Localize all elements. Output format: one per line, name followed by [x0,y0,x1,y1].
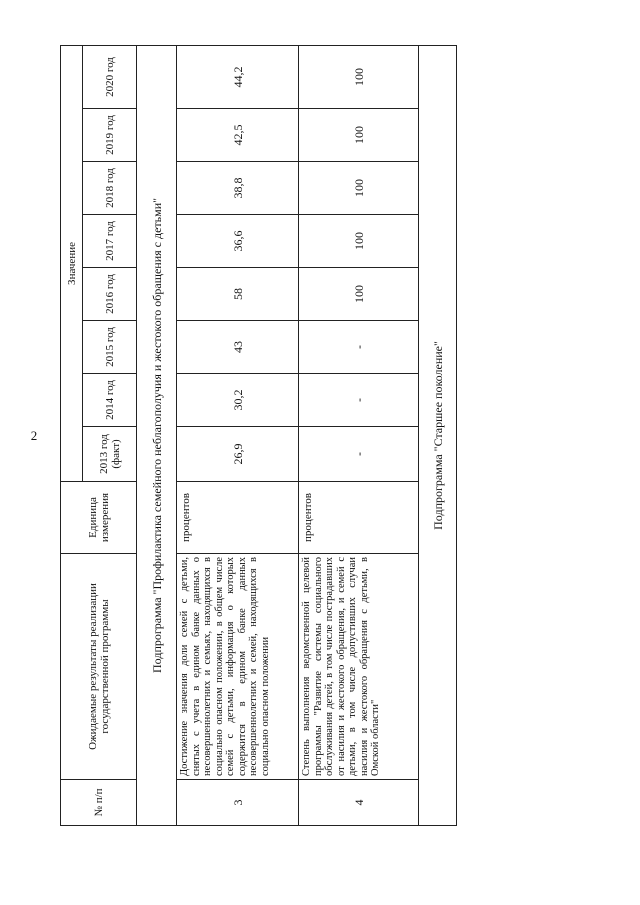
header-year-2020: 2020 год [83,45,137,108]
row-3-value-2016: 58 [177,268,299,321]
page-number: 2 [30,428,38,443]
row-4-value-2014: - [299,374,419,427]
row-4-value-2019: 100 [299,109,419,162]
row-3-value-2019: 42,5 [177,109,299,162]
row-4-value-2015: - [299,321,419,374]
header-year-2014: 2014 год [83,374,137,427]
header-unit: Единица измерения [61,482,137,554]
rotated-table-container [60,46,456,826]
row-4-text: Степень выполнения ведомственной целевой программы "Развитие системы социального обслуживания детей, в том числе пострадавших от насилия и жестокого обращения, и семей с детьми, в том числе допустивших случаи насилия и жестокого обращения с детьми, в Омской области" [299,554,419,780]
row-3-unit: процентов [177,482,299,554]
header-values: Значение [61,45,83,481]
header-year-2013: 2013 год (факт) [83,427,137,482]
row-4-value-2013: - [299,427,419,482]
header-year-2019: 2019 год [83,109,137,162]
row-3-value-2020: 44,2 [177,45,299,108]
header-result: Ожидаемые результаты реализации государственной программы [61,554,137,780]
row-3-value-2014: 30,2 [177,374,299,427]
header-year-2018: 2018 год [83,162,137,215]
row-4-num: 4 [299,780,419,826]
header-num: № п/п [61,780,137,826]
row-3-value-2018: 38,8 [177,162,299,215]
row-3-text: Достижение значения доли семей с детьми, снятых с учета в едином банке данных о несовершеннолетних и семьях, находящихся в социально опасном положении, в общем числе семей с детьми, информация о которых содержится в едином банке данных несовершеннолетних и семей, находящихся в социально опасном положении [177,554,299,780]
row-3-value-2015: 43 [177,321,299,374]
header-year-2017: 2017 год [83,215,137,268]
subprogram-title-2: Подпрограмма "Старшее поколение" [419,45,457,825]
row-4-value-2017: 100 [299,215,419,268]
row-4-value-2018: 100 [299,162,419,215]
results-table [60,45,457,826]
row-4-unit: процентов [299,482,419,554]
row-4-value-2020: 100 [299,45,419,108]
subprogram-title-1: Подпрограмма "Профилактика семейного неблагополучия и жестокого обращения с детьми" [137,45,177,825]
row-3-value-2013: 26,9 [177,427,299,482]
header-year-2015: 2015 год [83,321,137,374]
row-3-value-2017: 36,6 [177,215,299,268]
row-4-value-2016: 100 [299,268,419,321]
row-3-num: 3 [177,780,299,826]
header-year-2016: 2016 год [83,268,137,321]
